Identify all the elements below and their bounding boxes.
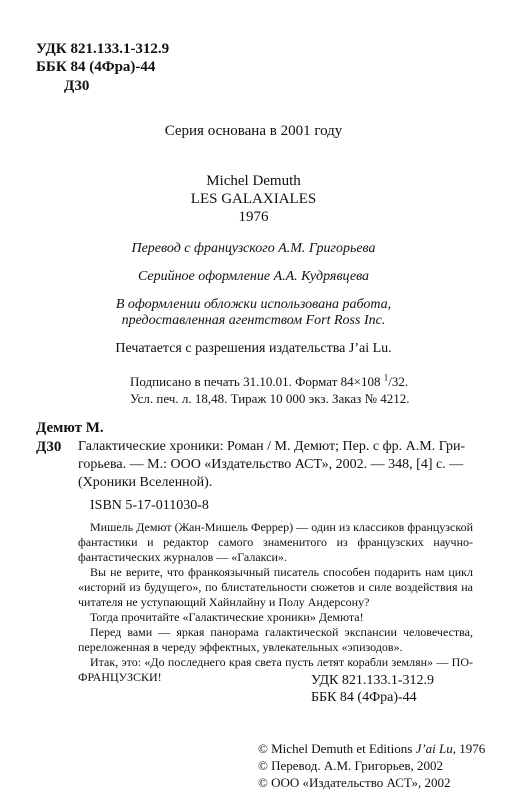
series-design-credit: Серийное оформление А.А. Кудрявцева [137, 269, 370, 284]
cover-credit-line2: предоставленная агентством Fort Ross Inc. [121, 313, 386, 328]
original-author: Michel Demuth [206, 173, 301, 189]
isbn: ISBN 5-17-011030-8 [90, 498, 209, 513]
annotation [78, 520, 473, 685]
translation-credit: Перевод с французского А.М. Григорьева [131, 241, 376, 256]
copyright-line1: © Michel Demuth et Editions J’ai Lu, 1976 [258, 741, 486, 756]
copyright-line3: © ООО «Издательство АСТ», 2002 [258, 775, 451, 790]
annotation-paragraph: Мишель Демют (Жан-Мишель Феррер) — один из классиков французской фантастики и редактор самого знаменитого из французских научно-фантастических журналов — «Галакси». [78, 520, 473, 564]
original-year: 1976 [238, 209, 269, 225]
print-info-line1: Подписано в печать 31.10.01. Формат 84×108 $^1$/32. [130, 372, 409, 389]
annotation-paragraph: Итак, это: «До последнего края света пусть летят корабли землян» — ПО-ФРАНЦУЗСКИ! [78, 655, 473, 684]
copyright-line2: © Перевод. А.М. Григорьев, 2002 [258, 758, 444, 773]
catalog-entry-line2: горьева. — М.: ООО «Издательство АСТ», 2002. — 348, [4] с. — [78, 457, 464, 472]
permission-note: Печатается с разрешения издательства J’ai Lu. [115, 341, 392, 356]
catalog-mark: Д30 [36, 439, 62, 455]
original-title: LES GALAXIALES [190, 191, 317, 207]
bbk-code: ББК 84 (4Фра)-44 [36, 59, 156, 75]
bbk-code-bottom: ББК 84 (4Фра)-44 [311, 690, 417, 705]
catalog-author: Демют М. [36, 420, 104, 436]
udk-code: УДК 821.133.1-312.9 [36, 41, 170, 57]
cover-credit-line1: В оформлении обложки использована работа, [115, 297, 392, 312]
catalog-entry-line3: (Хроники Вселенной). [78, 475, 213, 490]
catalog-entry-line1: Галактические хроники: Роман / М. Демют; Пер. с фр. А.М. Гри- [78, 439, 466, 454]
print-info-line2: Усл. печ. л. 18,48. Тираж 10 000 экз. Заказ № 4212. [130, 391, 410, 406]
udk-code-bottom: УДК 821.133.1-312.9 [311, 673, 435, 688]
annotation-paragraph: Перед вами — яркая панорама галактической экспансии человечества, переложенная в череду эффектных, увлекательных «эпизодов». [78, 625, 473, 654]
series-note: Серия основана в 2001 году [164, 123, 343, 139]
author-mark: Д30 [64, 78, 90, 94]
annotation-paragraph: Тогда прочитайте «Галактические хроники» Демюта! [90, 610, 364, 624]
annotation-paragraph: Вы не верите, что франкоязычный писатель способен подарить нам цикл «историй из будущего», по блистательности сюжетов и силе воздействия на читателя не уступающий Хайнлайну и Полу Андерсону? [78, 565, 473, 609]
